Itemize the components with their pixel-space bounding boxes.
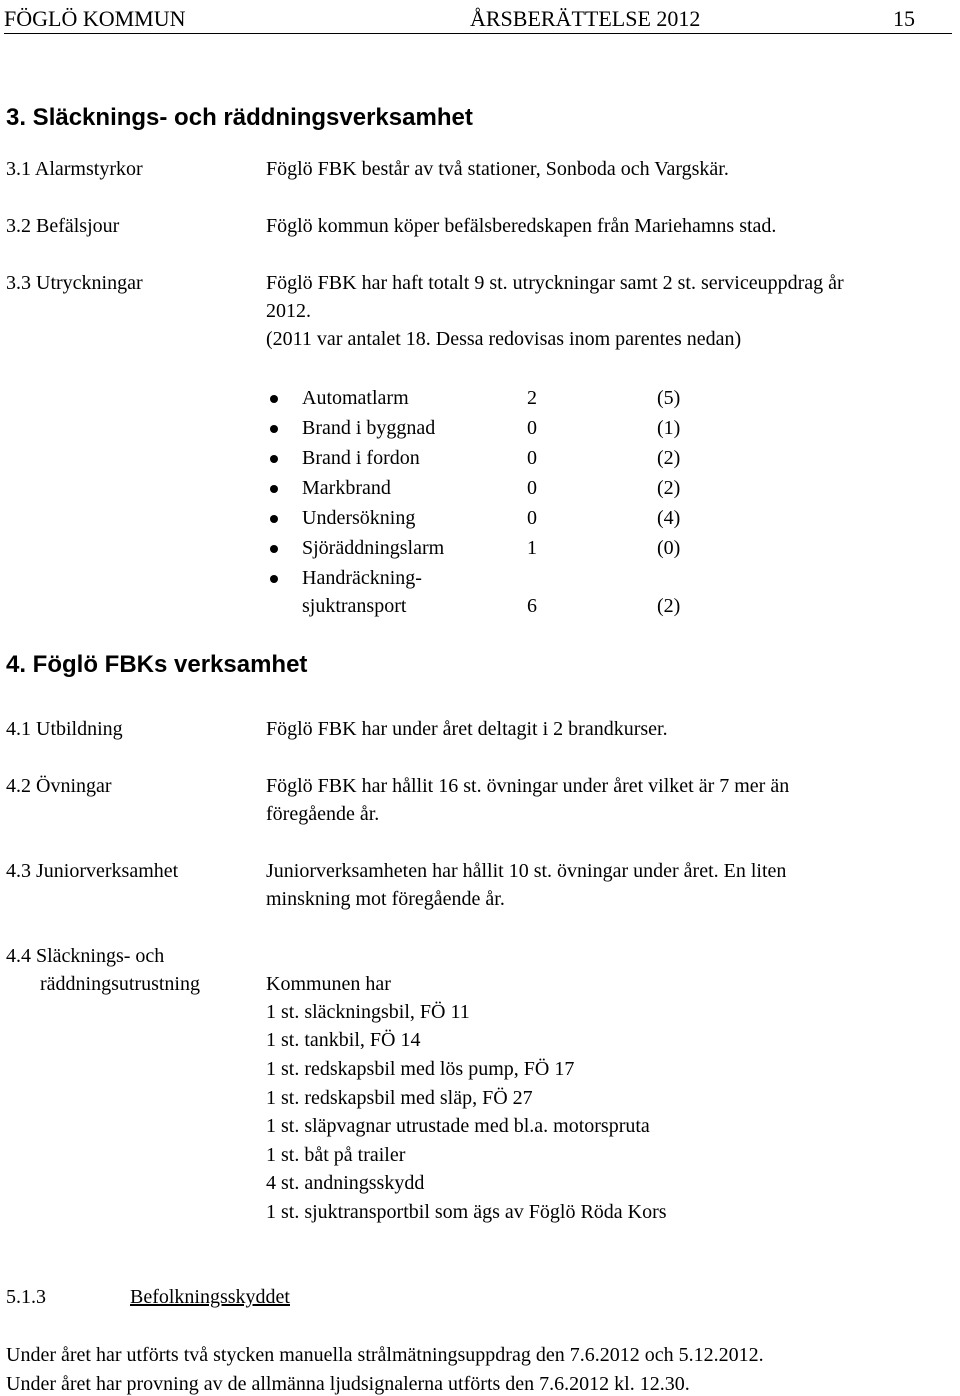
- callout-type: Automatlarm: [302, 387, 409, 409]
- bullet-icon: [270, 545, 278, 553]
- section-513-line2: Under året har provning av de allmänna ljudsignalerna utförts den 7.6.2012 kl. 12.30.: [6, 1373, 690, 1395]
- callout-count: 0: [527, 447, 537, 469]
- callout-type-line2: sjuktransport: [302, 595, 407, 617]
- bullet-icon: [270, 455, 278, 463]
- callout-type: Undersökning: [302, 507, 416, 529]
- section-3-title: 3. Släcknings- och räddningsverksamhet: [6, 104, 473, 131]
- bullet-icon: [270, 395, 278, 403]
- s43-label: 4.3 Juniorverksamhet: [6, 860, 179, 882]
- bullet-icon: [270, 575, 278, 583]
- callout-prev: (4): [657, 507, 681, 529]
- s42-line1: Föglö FBK har hållit 16 st. övningar under året vilket är 7 mer än: [266, 775, 790, 797]
- s33-line3: (2011 var antalet 18. Dessa redovisas inom parentes nedan): [266, 328, 742, 350]
- callout-prev: (2): [657, 447, 681, 469]
- callout-type-line1: Handräckning-: [302, 567, 422, 589]
- equipment-item: 1 st. sjuktransportbil som ägs av Föglö Röda Kors: [266, 1201, 667, 1223]
- callout-count: 2: [527, 387, 537, 409]
- callout-prev: (2): [657, 595, 681, 617]
- bullet-icon: [270, 485, 278, 493]
- bullet-icon: [270, 425, 278, 433]
- equipment-item: 1 st. båt på trailer: [266, 1144, 406, 1166]
- callout-count: 1: [527, 537, 537, 559]
- section-513-number: 5.1.3: [6, 1286, 46, 1308]
- section-513-line1: Under året har utförts två stycken manuella strålmätningsuppdrag den 7.6.2012 och 5.12.2012.: [6, 1344, 764, 1366]
- equipment-item: 1 st. släckningsbil, FÖ 11: [266, 1001, 470, 1023]
- header-center: ÅRSBERÄTTELSE 2012: [470, 6, 701, 31]
- equipment-item: 1 st. tankbil, FÖ 14: [266, 1029, 421, 1051]
- header-rule: [4, 33, 952, 34]
- equipment-item: 1 st. släpvagnar utrustade med bl.a. motorspruta: [266, 1115, 650, 1137]
- callout-prev: (2): [657, 477, 681, 499]
- callout-type: Brand i byggnad: [302, 417, 436, 439]
- callout-count: 0: [527, 507, 537, 529]
- s41-label: 4.1 Utbildning: [6, 718, 123, 740]
- s43-line1: Juniorverksamheten har hållit 10 st. övningar under året. En liten: [266, 860, 787, 882]
- s31-text: Föglö FBK består av två stationer, Sonboda och Vargskär.: [266, 158, 729, 180]
- callout-count: 0: [527, 417, 537, 439]
- callout-type: Brand i fordon: [302, 447, 420, 469]
- s32-label: 3.2 Befälsjour: [6, 215, 120, 237]
- s31-label: 3.1 Alarmstyrkor: [6, 158, 143, 180]
- s44-label-line1: 4.4 Släcknings- och: [6, 945, 165, 967]
- s44-intro: Kommunen har: [266, 973, 391, 995]
- s42-line2: föregående år.: [266, 803, 380, 825]
- s33-label: 3.3 Utryckningar: [6, 272, 143, 294]
- s33-line1: Föglö FBK har haft totalt 9 st. utryckningar samt 2 st. serviceuppdrag år: [266, 272, 844, 294]
- s32-text: Föglö kommun köper befälsberedskapen från Mariehamns stad.: [266, 215, 777, 237]
- callout-count: 6: [527, 595, 537, 617]
- callout-type: Markbrand: [302, 477, 391, 499]
- s44-label-line2: räddningsutrustning: [40, 973, 200, 995]
- callout-count: 0: [527, 477, 537, 499]
- header-left: FÖGLÖ KOMMUN: [4, 6, 186, 31]
- s43-line2: minskning mot föregående år.: [266, 888, 505, 910]
- s42-label: 4.2 Övningar: [6, 775, 112, 797]
- equipment-item: 4 st. andningsskydd: [266, 1172, 425, 1194]
- s41-text: Föglö FBK har under året deltagit i 2 brandkurser.: [266, 718, 668, 740]
- callout-prev: (1): [657, 417, 681, 439]
- section-513-title: Befolkningsskyddet: [130, 1286, 290, 1308]
- section-4-title: 4. Föglö FBKs verksamhet: [6, 651, 308, 678]
- callout-prev: (0): [657, 537, 681, 559]
- callout-prev: (5): [657, 387, 681, 409]
- header-page-number: 15: [893, 6, 915, 31]
- callout-type: Sjöräddningslarm: [302, 537, 445, 559]
- equipment-item: 1 st. redskapsbil med lös pump, FÖ 17: [266, 1058, 575, 1080]
- bullet-icon: [270, 515, 278, 523]
- s33-line2: 2012.: [266, 300, 311, 322]
- equipment-item: 1 st. redskapsbil med släp, FÖ 27: [266, 1087, 533, 1109]
